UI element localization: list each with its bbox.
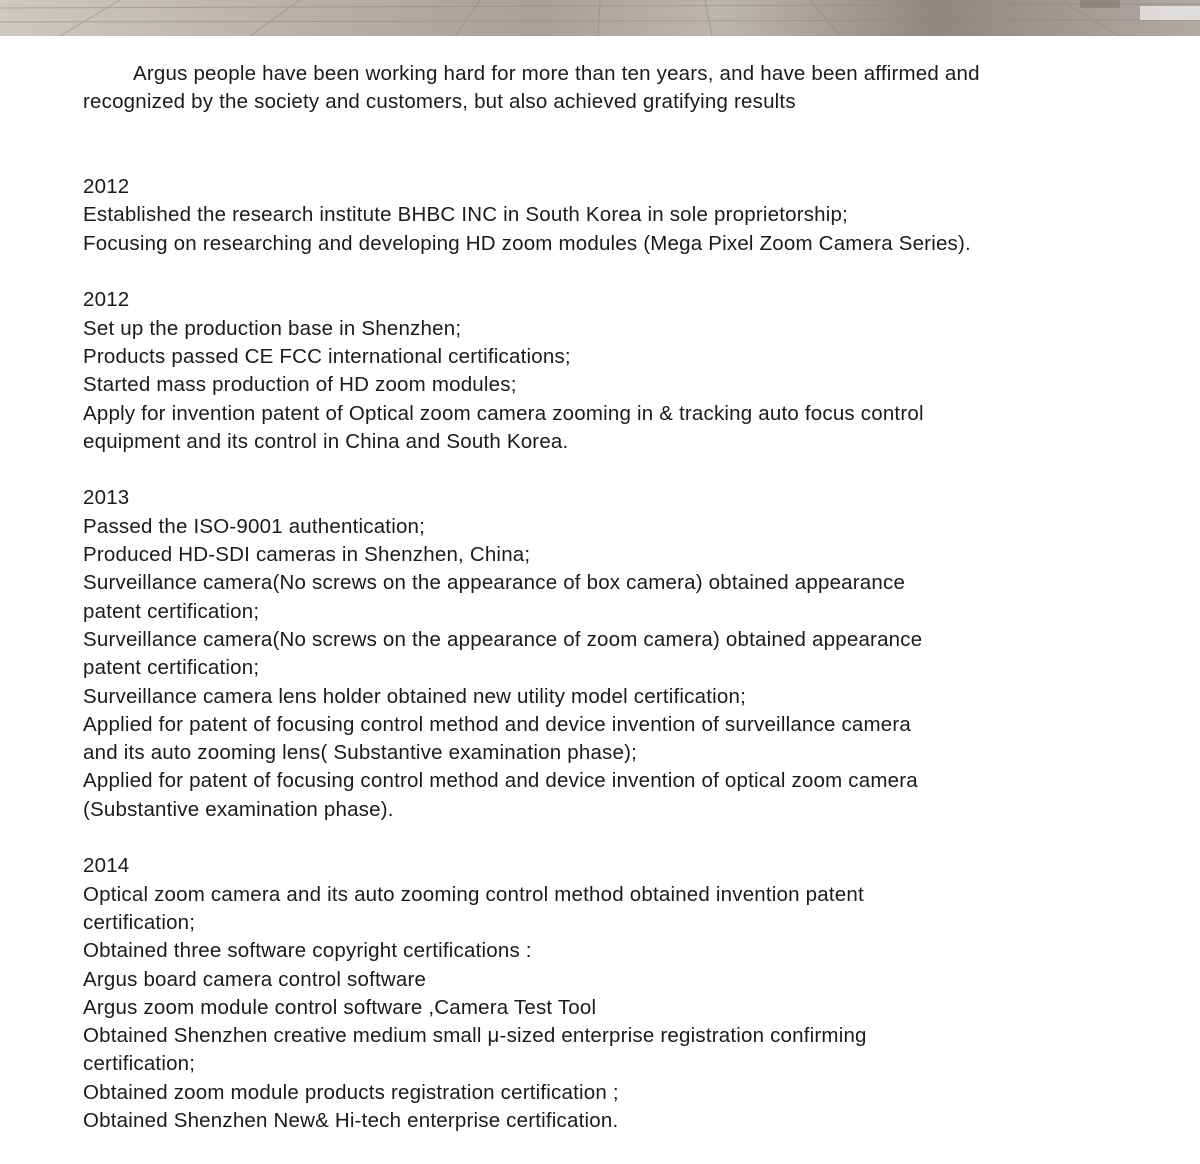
entry-line: Surveillance camera lens holder obtained new utility model certification; [83,684,746,708]
entry-line: Set up the production base in Shenzhen; [83,316,462,340]
timeline [83,173,1143,1135]
entry-line: Apply for invention patent of Optical zoom camera zooming in & tracking auto focus control equipment and its control in China and South Korea. [83,401,924,453]
entry-line: Applied for patent of focusing control method and device invention of optical zoom camera (Substantive examination phase). [83,769,918,821]
timeline-entry [83,852,1143,1135]
company-history [83,60,1143,1164]
entry-line: Products passed CE FCC international certifications; [83,344,571,368]
entry-line: Surveillance camera(No screws on the appearance of zoom camera) obtained appearance patent certification; [83,627,923,680]
timeline-entry [83,286,1143,456]
intro-paragraph: Argus people have been working hard for more than ten years, and have been affirmed and recognized by the society and customers, but also achieved gratifying results [83,62,980,114]
entry-line: Argus board camera control software [83,967,427,991]
entry-line: Started mass production of HD zoom modules; [83,373,517,397]
entry-line: Applied for patent of focusing control method and device invention of surveillance camera and its auto zooming lens( Substantive examination phase); [83,712,912,765]
entry-line: Obtained Shenzhen creative medium small μ-sized enterprise registration confirming certification; [83,1024,867,1076]
entry-line: Argus zoom module control software ,Camera Test Tool [83,995,597,1019]
floor-tiles-image [0,0,1200,36]
entry-line: Optical zoom camera and its auto zooming control method obtained invention patent certification; [83,882,864,934]
entry-year: 2012 [83,175,130,199]
entry-line: Focusing on researching and developing HD zoom modules (Mega Pixel Zoom Camera Series). [83,231,971,255]
entry-line: Obtained zoom module products registration certification ; [83,1080,619,1104]
entry-line: Obtained three software copyright certifications : [83,939,532,963]
entry-line: Obtained Shenzhen New& Hi-tech enterprise certification. [83,1108,619,1132]
entry-line: Passed the ISO-9001 authentication; [83,514,426,538]
entry-line: Established the research institute BHBC INC in South Korea in sole proprietorship; [83,203,849,227]
timeline-entry [83,173,1143,258]
timeline-entry [83,484,1143,824]
entry-year: 2014 [83,854,130,878]
entry-line: Produced HD-SDI cameras in Shenzhen, China; [83,543,531,567]
entry-year: 2013 [83,486,130,510]
entry-year: 2012 [83,288,130,312]
entry-line: Surveillance camera(No screws on the appearance of box camera) obtained appearance patent certification; [83,571,906,623]
header-photo-strip [0,0,1200,36]
